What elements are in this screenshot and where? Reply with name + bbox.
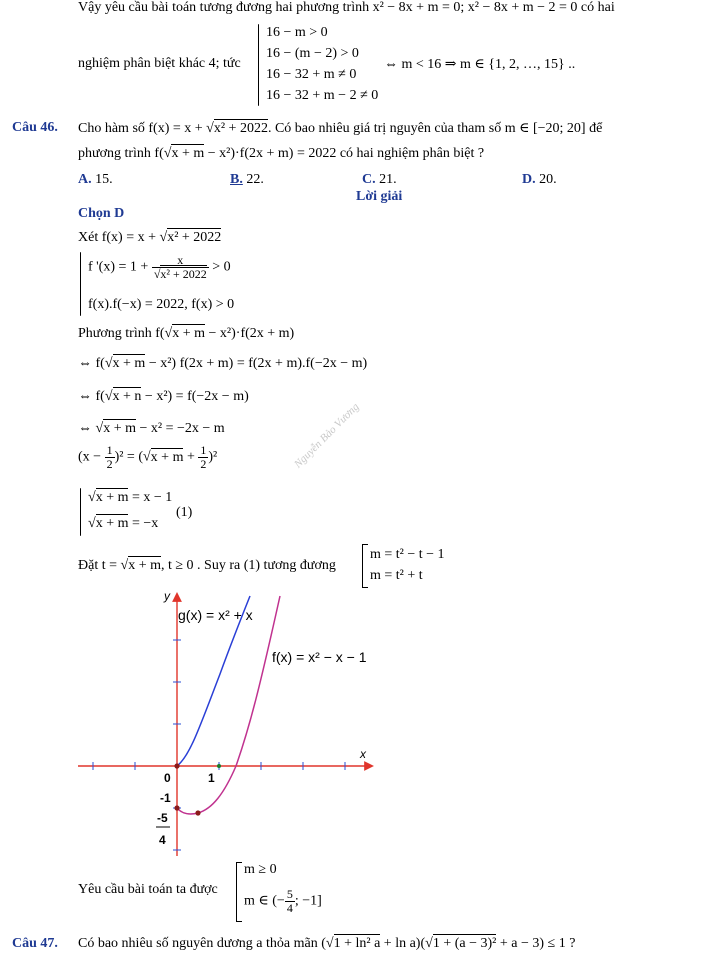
system-line: m = t² + t xyxy=(370,568,423,583)
intro-line-2: nghiệm phân biệt khác 4; tức xyxy=(78,56,241,71)
step-1: Xét f(x) = x + √x² + 2022 xyxy=(78,230,222,245)
step-7: ⇔ √x + m − x² = −2x − m xyxy=(78,421,225,436)
f-curve xyxy=(177,596,280,814)
fraction-denominator: 4 xyxy=(159,833,166,847)
requirement-cond-2: m ∈ (− $\frac{5}{4}$ ; −1] xyxy=(244,887,322,915)
step-4: Phương trình f(√x + m − x²)·f(2x + m) xyxy=(78,326,295,341)
step-2-brace xyxy=(80,252,81,316)
system-line: 16 − m > 0 xyxy=(266,25,328,40)
option-a[interactable]: A. 15. xyxy=(78,172,113,187)
function-graph xyxy=(60,586,390,862)
step-6: ⇔ f(√x + n − x²) = f(−2x − m) xyxy=(78,389,249,404)
intro-conclusion: ⇔ m < 16 ⇒ m ∈ {1, 2, …, 15} .. xyxy=(384,57,576,72)
intro-line-1: Vậy yêu cầu bài toán tương đương hai phương trình x² − 8x + m = 0; x² − 8x + m − 2 = 0 có hai xyxy=(78,0,615,15)
q46-label: Câu 46. xyxy=(12,120,58,135)
tick-minus-1-label: -1 xyxy=(160,791,171,805)
requirement-bracket xyxy=(236,862,242,922)
step-9-line-1: √x + m = x − 1 xyxy=(88,490,173,505)
solution-title: Lời giải xyxy=(356,189,403,204)
step-9-line-2: √x + m = −x xyxy=(88,516,159,531)
origin-label: 0 xyxy=(164,771,171,785)
option-d[interactable]: D. 20. xyxy=(522,172,557,187)
chosen-answer: Chọn D xyxy=(78,206,125,221)
step-8: (x − $\frac{1}{2}$ )² = (√x + m + $\frac{1}{2}$ )² xyxy=(78,443,218,471)
point-y-minus-1 xyxy=(174,805,179,810)
option-b[interactable]: B. 22. xyxy=(230,172,264,187)
system-line: 16 − 32 + m ≠ 0 xyxy=(266,67,357,82)
option-c[interactable]: C. 21. xyxy=(362,172,397,187)
step-2: f '(x) = 1 + $\frac{x}{\text{√x² + 2022}}$ > 0 xyxy=(88,253,231,281)
system-brace xyxy=(258,24,259,106)
step-10-bracket xyxy=(362,544,368,588)
system-line: 16 − 32 + m − 2 ≠ 0 xyxy=(266,88,379,103)
q47-label: Câu 47. xyxy=(12,936,58,951)
system-line: m = t² − t − 1 xyxy=(370,547,445,562)
step-10-system xyxy=(370,544,445,586)
axis-ticks xyxy=(93,640,345,850)
tick-1-label: 1 xyxy=(208,771,215,785)
q47-statement: Có bao nhiêu số nguyên dương a thỏa mãn (√1 + ln² a + ln a)(√1 + (a − 3)² + a − 3) ≤ 1 ? xyxy=(78,936,576,951)
requirement-text: Yêu cầu bài toán ta được xyxy=(78,882,218,897)
fraction-numerator: -5 xyxy=(157,811,168,825)
system-line: 16 − (m − 2) > 0 xyxy=(266,46,359,61)
origin-point xyxy=(174,763,179,768)
q46-statement-1: Cho hàm số f(x) = x + √x² + 2022. Có bao nhiêu giá trị nguyên của tham số m ∈ [−20; 20] để xyxy=(78,121,603,136)
q46-statement-2: phương trình f(√x + m − x²)·f(2x + m) = 2022 có hai nghiệm phân biệt ? xyxy=(78,146,485,161)
f-label: f(x) = x² − x − 1 xyxy=(272,649,367,665)
equation-tag: (1) xyxy=(176,505,193,520)
g-label: g(x) = x² + x xyxy=(178,607,253,623)
intro-system xyxy=(266,22,378,106)
watermark: Nguyễn Bảo Vương xyxy=(292,400,362,471)
point-x-1 xyxy=(217,764,221,768)
step-5: ⇔ f(√x + m − x²) f(2x + m) = f(2x + m).f(−2x − m) xyxy=(78,356,368,371)
vertex-point xyxy=(195,810,200,815)
step-9-brace xyxy=(80,488,81,536)
requirement-cond-1: m ≥ 0 xyxy=(244,862,277,877)
y-axis-label: y xyxy=(164,589,170,603)
x-axis-label: x xyxy=(360,747,366,761)
step-3: f(x).f(−x) = 2022, f(x) > 0 xyxy=(88,297,235,312)
step-10: Đặt t = √x + m, t ≥ 0 . Suy ra (1) tương đương xyxy=(78,558,336,573)
